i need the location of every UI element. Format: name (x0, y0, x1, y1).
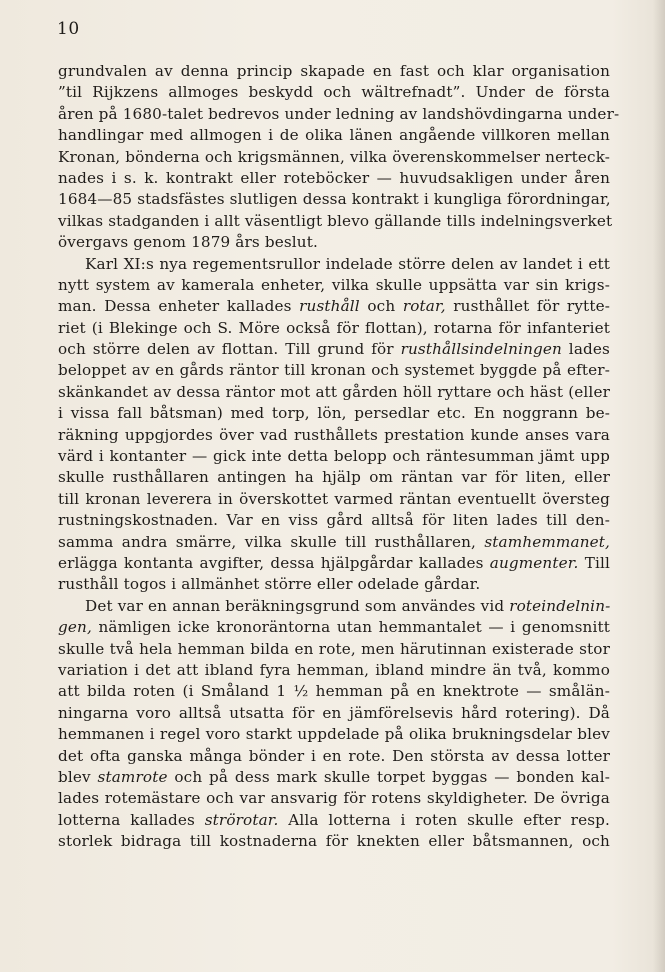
text-segment: nades i s. k. kontrakt eller roteböcker — huvudsakligen under åren (58, 168, 610, 187)
text-segment: ”til Rijkzens allmoges beskydd och wältrefnadt”. Under de första (58, 83, 610, 102)
text-segment: lades rotemästare och var ansvarig för rotens skyldigheter. De övriga (58, 789, 610, 808)
text-segment: grundvalen av denna princip skapade en fast och klar organisation (58, 62, 610, 80)
text-segment: rusthållet för rytte- (445, 297, 610, 316)
text-segment: storlek bidraga till kostnaderna för knekten eller båtsmannen, och (58, 832, 610, 851)
text-line (58, 596, 610, 617)
text-segment: och större delen av flottan. Till grund för (58, 340, 401, 359)
text-line (58, 810, 610, 831)
text-line (58, 339, 610, 360)
text-line (58, 788, 610, 809)
text-segment: skulle rusthållaren antingen ha hjälp om räntan var för liten, eller (58, 468, 610, 487)
text-line (58, 296, 610, 317)
text-line (58, 147, 610, 168)
text-line (58, 532, 610, 553)
text-segment: skulle två hela hemman bilda en rote, men härutinnan existerade stor (58, 639, 610, 658)
italic-term: roteindelnin- (509, 596, 611, 615)
text-line (58, 425, 610, 446)
text-segment: variation i det att ibland fyra hemman, ibland mindre än två, kommo (58, 660, 610, 679)
text-line (58, 489, 610, 510)
text-line (58, 168, 610, 189)
text-segment: hemmanen i regel voro starkt uppdelade på olika brukningsdelar blev (58, 725, 610, 744)
text-line (58, 553, 610, 574)
page-number: 10 (57, 19, 80, 39)
text-line (58, 82, 610, 103)
text-segment: erlägga kontanta avgifter, dessa hjälpgårdar kallades (58, 553, 490, 572)
text-segment: samma andra smärre, vilka skulle till rusthållaren, (58, 532, 485, 551)
text-line (58, 767, 610, 788)
text-line (58, 254, 610, 275)
text-segment: Till (578, 553, 610, 572)
italic-term: rusthållsindelningen (400, 340, 562, 359)
text-segment: att bilda roten (i Småland 1 ½ hemman på en knektrote — smålän- (58, 682, 610, 701)
text-segment: räkning uppgjordes över vad rusthållets prestation kunde anses vara (58, 425, 610, 444)
text-line (58, 318, 610, 339)
text-segment: nytt system av kamerala enheter, vilka skulle uppsätta var sin krigs- (58, 275, 610, 294)
body-text (58, 61, 620, 852)
italic-term: stamrote (97, 767, 168, 786)
text-line (58, 61, 610, 82)
text-segment: rusthåll togos i allmänhet större eller odelade gårdar. (58, 575, 481, 594)
text-segment: beloppet av en gårds räntor till kronan och systemet byggde på efter- (58, 361, 610, 380)
text-line (58, 403, 610, 424)
italic-term: strörotar. (204, 810, 279, 829)
text-segment: det ofta ganska många bönder i en rote. Den största av dessa lotter (58, 746, 610, 765)
text-line (58, 104, 620, 125)
text-line (58, 275, 610, 296)
text-segment: i vissa fall båtsman) med torp, lön, persedlar etc. En noggrann be- (58, 404, 610, 423)
text-line (58, 660, 610, 681)
text-segment: Alla lotterna i roten skulle efter resp. (278, 810, 610, 829)
text-segment: Det var en annan beräkningsgrund som användes vid (85, 596, 510, 615)
italic-term: stamhemmanet, (484, 532, 610, 551)
text-line (58, 360, 610, 381)
text-segment: riet (i Blekinge och S. Möre också för flottan), rotarna för infanteriet (58, 318, 610, 337)
text-segment: handlingar med allmogen i de olika länen angående villkoren mellan (58, 126, 610, 145)
text-line (58, 232, 610, 253)
text-segment: ningarna voro alltså utsatta för en jämförelsevis hård rotering). Då (58, 703, 610, 722)
text-segment: till kronan leverera in överskottet varmed räntan eventuellt översteg (58, 489, 610, 508)
text-line (58, 724, 610, 745)
text-line (58, 467, 610, 488)
text-line (58, 831, 610, 852)
text-line (58, 211, 613, 232)
text-segment: lotterna kallades (58, 810, 205, 829)
text-segment: Kronan, bönderna och krigsmännen, vilka överenskommelser nerteck- (58, 147, 611, 166)
text-segment: rustningskostnaden. Var en viss gård alltså för liten lades till den- (58, 511, 610, 530)
italic-term: rusthåll (299, 297, 360, 316)
text-line (58, 189, 610, 210)
text-segment: och på dess mark skulle torpet byggas — bonden kal- (167, 767, 610, 786)
text-segment: vilkas stadganden i allt väsentligt blevo gällande tills indelningsverket (58, 211, 613, 230)
text-segment: Karl XI:s nya regementsrullor indelade större delen av landet i ett (85, 254, 610, 273)
text-line (58, 703, 610, 724)
page-edge-shadow (653, 0, 665, 972)
text-segment: övergavs genom 1879 års beslut. (58, 233, 318, 252)
text-line (58, 510, 610, 531)
text-segment: nämligen icke kronoräntorna utan hemmantalet — i genomsnitt (91, 618, 610, 637)
text-segment: blev (58, 767, 98, 786)
text-line (58, 639, 610, 660)
text-segment: åren på 1680-talet bedrevos under ledning av landshövdingarna under- (58, 104, 620, 123)
text-segment: skänkandet av dessa räntor mot att gården höll ryttare och häst (eller (58, 382, 610, 401)
text-line (58, 617, 610, 638)
text-line (58, 574, 610, 595)
text-segment: värd i kontanter — gick inte detta belopp och räntesumman jämt upp (58, 447, 610, 466)
text-line (58, 446, 610, 467)
text-line (58, 681, 610, 702)
text-segment: och (359, 297, 403, 316)
text-line (58, 382, 610, 403)
text-segment: 1684—85 stadsfästes slutligen dessa kontrakt i kungliga förordningar, (58, 190, 611, 209)
italic-term: gen, (58, 618, 92, 637)
text-segment: man. Dessa enheter kallades (58, 297, 300, 316)
text-segment: lades (561, 340, 610, 359)
text-line (58, 746, 610, 767)
italic-term: rotar, (402, 297, 446, 316)
text-line (58, 125, 610, 146)
italic-term: augmenter. (489, 553, 579, 572)
